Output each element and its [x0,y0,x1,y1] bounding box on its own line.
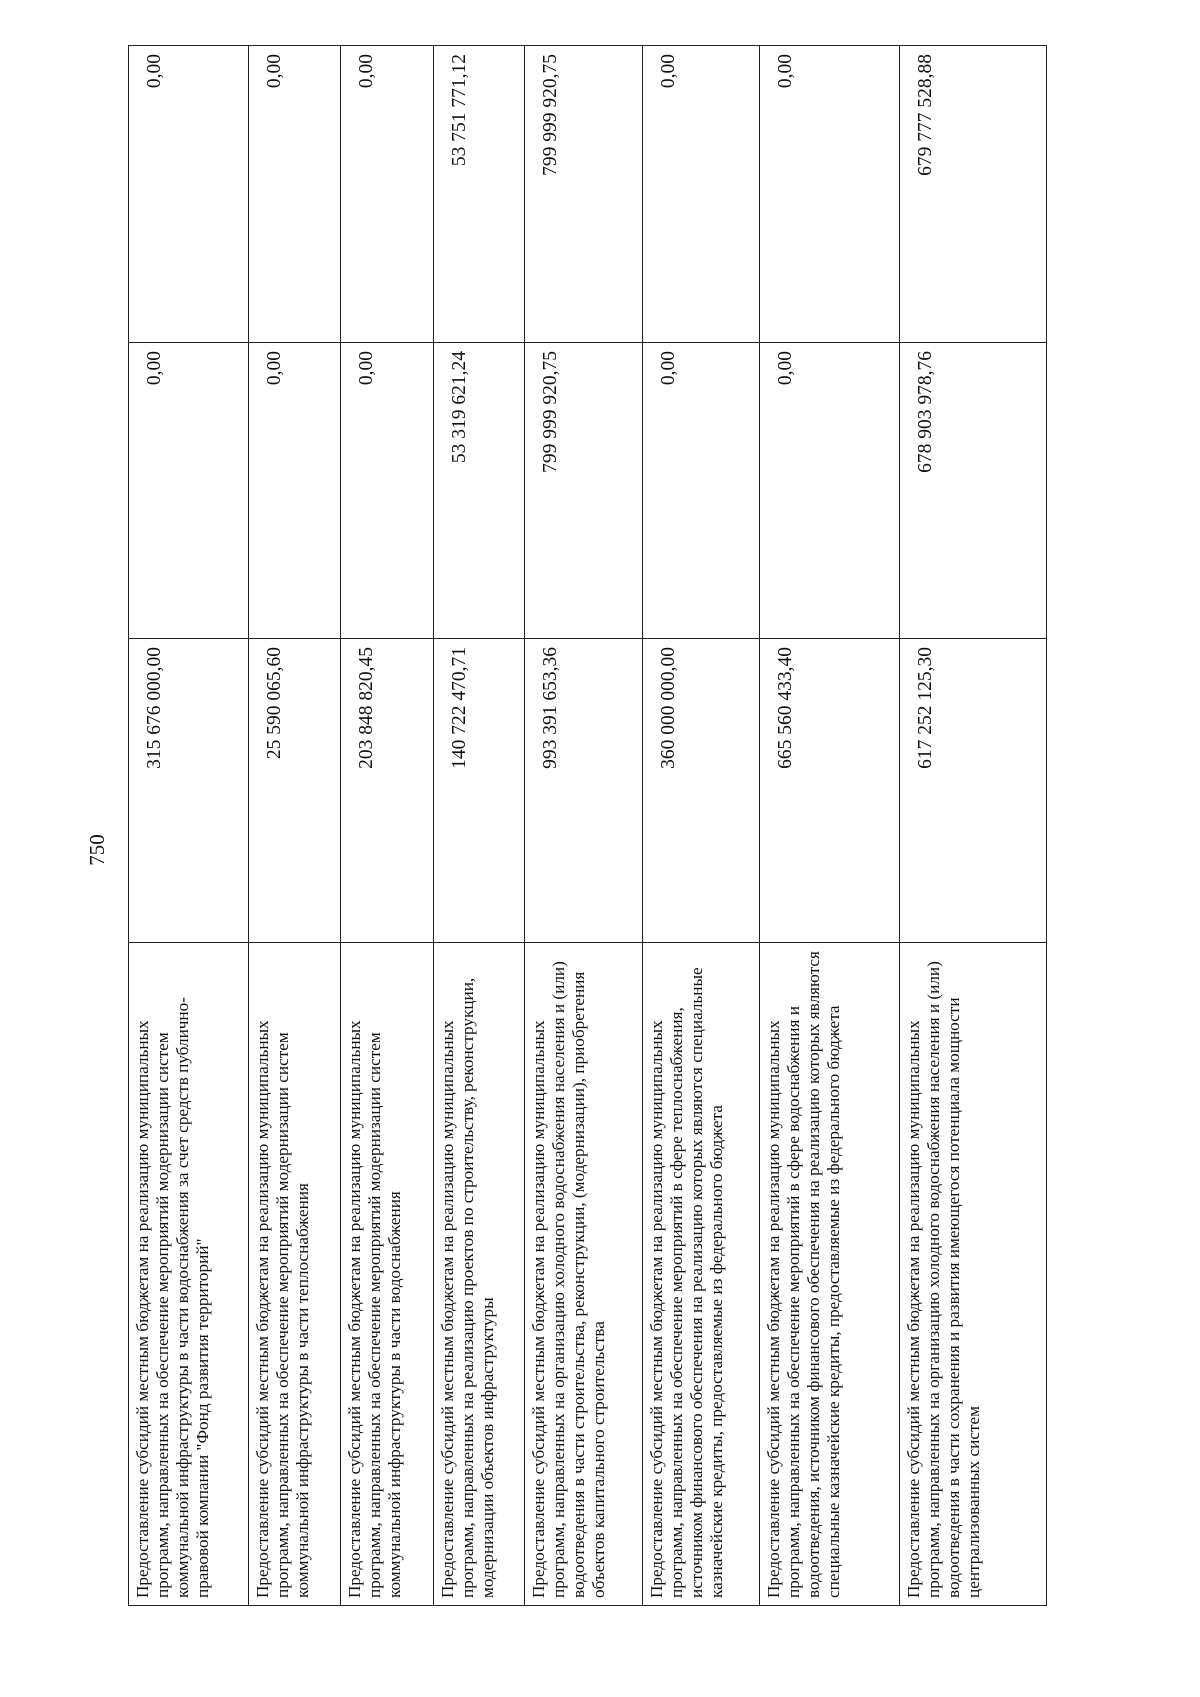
amount-cell: 993 391 653,36 [525,639,643,943]
amount-cell: 0,00 [643,46,760,343]
amount-cell: 0,00 [129,46,249,343]
row-description: Предоставление субсидий местным бюджетам на реализацию муниципальных программ, направленных на обеспечение мероприятий в сфере теплоснабжения, источником финансового обеспечения на реализацию которых являются специальные казначейские кредиты, предоставляемые из федерального бюджета [643,943,760,1606]
amount-cell: 360 000 000,00 [643,639,760,943]
amount-cell: 25 590 065,60 [249,639,341,943]
row-description: Предоставление субсидий местным бюджетам на реализацию муниципальных программ, направленных на обеспечение мероприятий модернизации систем коммунальной инфраструктуры в части водоснабжения за счет средств публично-правовой компании "Фонд развития территорий" [129,943,249,1606]
amount-cell: 0,00 [341,46,434,343]
amount-cell: 0,00 [760,343,900,639]
amount-cell: 0,00 [249,46,341,343]
amount-cell: 0,00 [643,343,760,639]
amount-cell: 0,00 [129,343,249,639]
table-row [900,46,1047,1606]
amount-cell: 679 777 528,88 [900,46,1047,343]
rotated-table-container [128,46,1046,1606]
amount-cell: 315 676 000,00 [129,639,249,943]
row-description: Предоставление субсидий местным бюджетам на реализацию муниципальных программ, направленных на обеспечение мероприятий модернизации систем коммунальной инфраструктуры в части водоснабжения [341,943,434,1606]
table-row [643,46,760,1606]
amount-cell: 0,00 [760,46,900,343]
amount-cell: 799 999 920,75 [525,46,643,343]
table-row [249,46,341,1606]
amount-cell: 0,00 [341,343,434,639]
row-description: Предоставление субсидий местным бюджетам на реализацию муниципальных программ, направленных на организацию холодного водоснабжения населения и (или) водоотведения в части сохранения и развития имеющегося потенциала мощности централизованных систем [900,943,1047,1606]
amount-cell: 617 252 125,30 [900,639,1047,943]
page-number: 750 [85,834,109,866]
amount-cell: 0,00 [249,343,341,639]
table-row [341,46,434,1606]
row-description: Предоставление субсидий местным бюджетам на реализацию муниципальных программ, направленных на обеспечение мероприятий модернизации систем коммунальной инфраструктуры в части теплоснабжения [249,943,341,1606]
budget-table [128,45,1047,1606]
amount-cell: 799 999 920,75 [525,343,643,639]
amount-cell: 53 319 621,24 [434,343,525,639]
table-row [129,46,249,1606]
amount-cell: 53 751 771,12 [434,46,525,343]
table-row [525,46,643,1606]
amount-cell: 678 903 978,76 [900,343,1047,639]
table-row [434,46,525,1606]
amount-cell: 665 560 433,40 [760,639,900,943]
row-description: Предоставление субсидий местным бюджетам на реализацию муниципальных программ, направленных на реализацию проектов по строительству, реконструкции, модернизации объектов инфраструктуры [434,943,525,1606]
table-row [760,46,900,1606]
amount-cell: 140 722 470,71 [434,639,525,943]
row-description: Предоставление субсидий местным бюджетам на реализацию муниципальных программ, направленных на организацию холодного водоснабжения населения и (или) водоотведения в части строительства, реконструкции, (модернизации), приобретения объектов капитального строительства [525,943,643,1606]
row-description: Предоставление субсидий местным бюджетам на реализацию муниципальных программ, направленных на обеспечение мероприятий в сфере водоснабжения и водоотведения, источником финансового обеспечения на реализацию которых являются специальные казначейские кредиты, предоставляемые из федерального бюджета [760,943,900,1606]
amount-cell: 203 848 820,45 [341,639,434,943]
